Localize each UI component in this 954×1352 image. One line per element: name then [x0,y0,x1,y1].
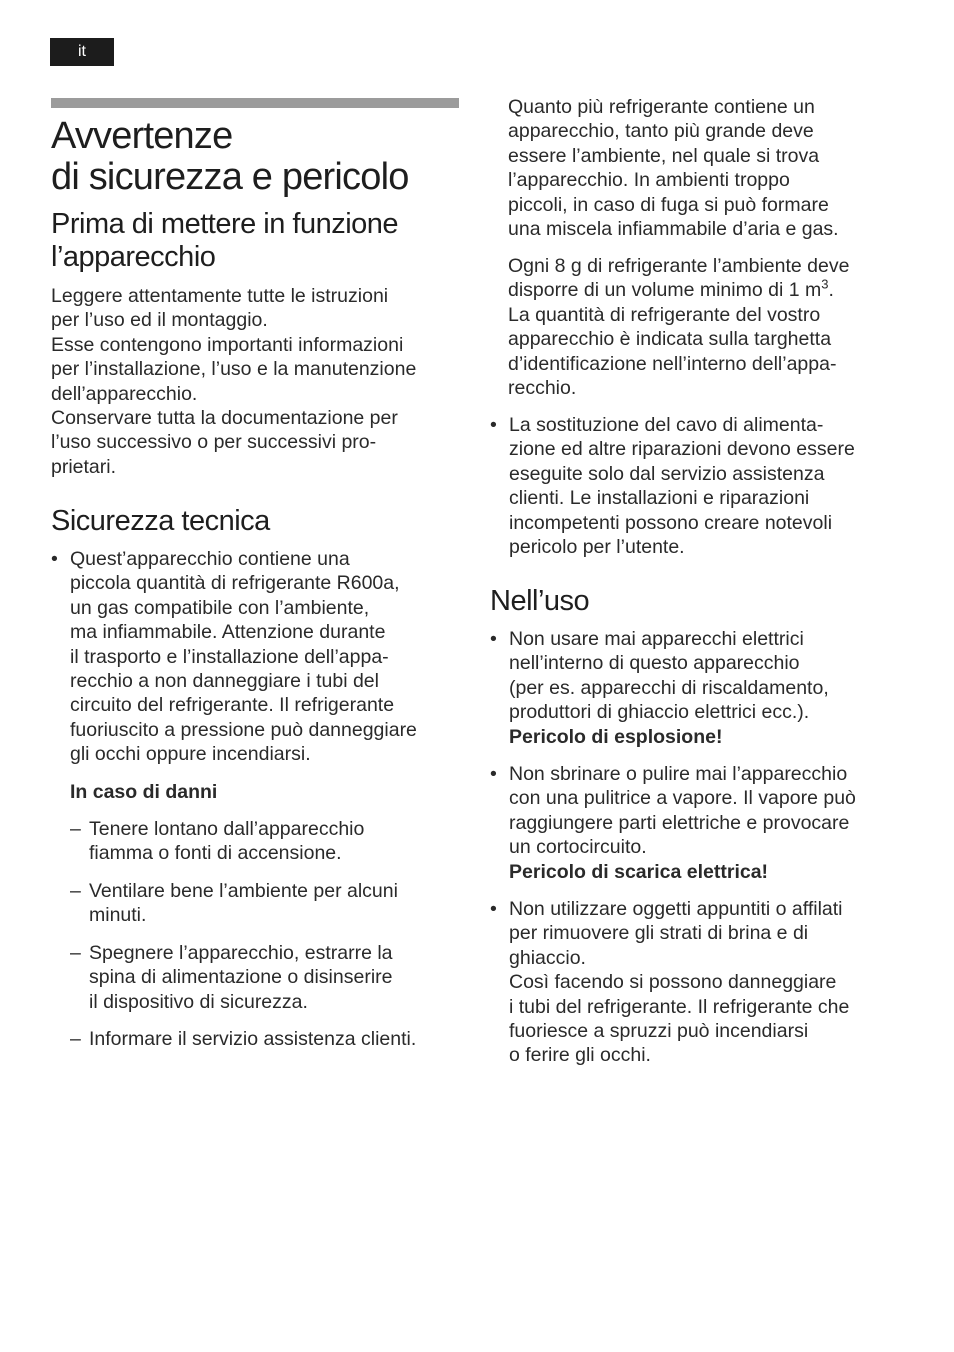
list-item-text: Non usare mai apparecchi elettrici nell’interno di questo apparecchio (per es. apparecchi di riscaldamento, produttori di ghiaccio elettrici ecc.). Pericolo di esplosione! [509,628,829,748]
dash-item-keep-away [70,817,470,866]
page-title [51,116,471,198]
language-tab: it [50,38,114,66]
dash-item-text: Spegnere l’apparecchio, estrarre la spina di alimentazione o disinserire il dispositivo di sicurezza. [89,942,393,1013]
bullet-marker: • [490,628,497,650]
list-item-refrigerant [51,547,471,767]
dash-item-ventilate [70,879,470,928]
bullet-marker: • [490,763,497,785]
section-heading-in-use: Nell’uso [490,585,590,617]
dash-item-text: Ventilare bene l’ambiente per alcuni minuti. [89,880,398,927]
list-item-no-sharp-objects [490,897,910,1068]
paragraph-volume: Ogni 8 g di refrigerante l’ambiente deve disporre di un volume minimo di 1 $m^3$. La quantità di refrigerante del vostro apparecchio è indicata sulla targhetta d’identificazione nell’interno dell’appa- recchio. [508,255,850,400]
section-heading-before-use: Prima di mettere in funzione l’apparecchio [51,208,399,273]
bullet-marker: • [490,898,497,920]
dash-marker: – [70,942,81,964]
damage-subheading: In caso di danni [70,781,218,803]
warning-explosion: Pericolo di esplosione! [509,725,723,748]
warning-electric-shock: Pericolo di scarica elettrica! [509,860,769,883]
bullet-marker: • [51,548,58,570]
page-title-line2: di sicurezza e pericolo [51,156,409,198]
bullet-marker: • [490,414,497,436]
list-item-text: Non sbrinare o pulire mai l’apparecchio con una pulitrice a vapore. Il vapore può raggiungere parti elettriche e provocare un cortocircuito. Pericolo di scarica elettrica! [509,763,856,883]
list-item-text: La sostituzione del cavo di alimenta- zione ed altre riparazioni devono essere eseguite solo dal servizio assistenza clienti. Le installazioni e riparazioni incompetenti possono creare notevoli pericolo per l’utente. [509,414,855,559]
list-item-text: Quest’apparecchio contiene una piccola quantità di refrigerante R600a, un gas compatibile con l’ambiente, ma infiammabile. Attenzione durante il trasporto e l’installazione dell’appa- recchio a non danneggiare i tubi del circuito del refrigerante. Il refrigerante fuoriuscito a pressione può danneggiare gli occhi oppure incendiarsi. [70,548,417,766]
title-rule [51,98,459,108]
paragraph-keep-docs: Conservare tutta la documentazione per l’uso successivo o per successivi pro- prietari. [51,407,398,478]
list-item-no-electric-devices [490,627,910,749]
paragraph-room-size: Quanto più refrigerante contiene un apparecchio, tanto più grande deve essere l’ambiente, nel quale si trova l’apparecchio. In ambienti troppo piccoli, in caso di fuga si può formare una miscela infiammabile d’aria e gas. [508,96,839,241]
list-item-repairs [490,413,910,559]
dash-item-text: Informare il servizio assistenza clienti. [89,1028,417,1050]
dash-marker: – [70,880,81,902]
list-item-no-steam-cleaner [490,762,910,884]
section-heading-technical-safety: Sicurezza tecnica [51,505,270,537]
dash-marker: – [70,818,81,840]
paragraph-important-info: Esse contengono importanti informazioni per l’installazione, l’uso e la manutenzione dell’apparecchio. [51,334,417,405]
paragraph-read-instructions: Leggere attentamente tutte le istruzioni per l’uso ed il montaggio. [51,285,389,332]
list-item-text: Non utilizzare oggetti appuntiti o affilati per rimuovere gli strati di brina e di ghiaccio. Così facendo si possono danneggiare i tubi del refrigerante. Il refrigerante che fuoriesce a spruzzi può incendiarsi o ferire gli occhi. [509,898,850,1067]
dash-marker: – [70,1028,81,1050]
dash-item-switch-off [70,941,470,1014]
dash-item-inform-service [70,1027,470,1051]
dash-item-text: Tenere lontano dall’apparecchio fiamma o fonti di accensione. [89,818,365,865]
page-title-line1: Avvertenze [51,115,233,157]
